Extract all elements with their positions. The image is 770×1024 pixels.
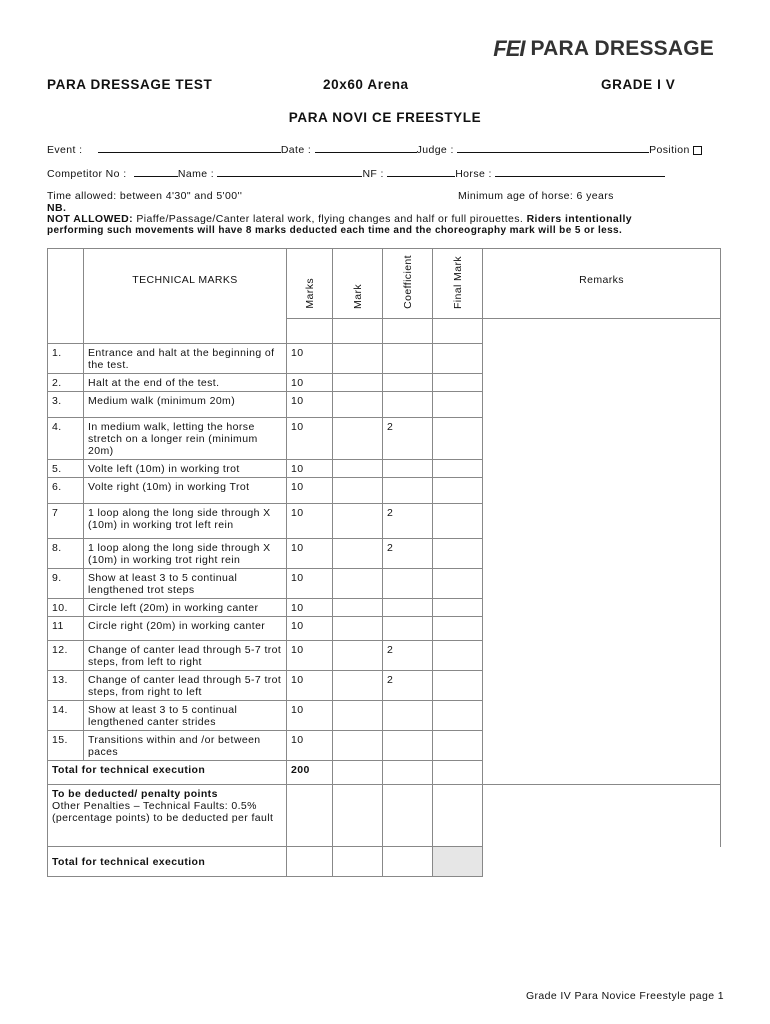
mark-input[interactable] <box>333 617 383 641</box>
table-cell: 10. <box>48 599 84 617</box>
table-cell: 10 <box>287 418 333 460</box>
table-cell: 10 <box>287 599 333 617</box>
test-title: PARA DRESSAGE TEST <box>47 77 213 92</box>
table-cell: 10 <box>287 344 333 374</box>
table-cell: 10 <box>287 539 333 569</box>
mark-input[interactable] <box>333 701 383 731</box>
table-cell <box>383 460 433 478</box>
position-label: Position <box>649 144 690 156</box>
deduction-cell <box>48 785 287 847</box>
table-cell: 3. <box>48 392 84 418</box>
final-mark-input[interactable] <box>433 478 483 504</box>
table-cell: 2 <box>383 539 433 569</box>
final-total-input[interactable] <box>433 847 483 877</box>
total-value: 200 <box>287 761 333 785</box>
table-cell <box>383 785 433 847</box>
judge-field[interactable] <box>457 142 649 153</box>
name-label: Name : <box>177 168 215 180</box>
table-cell <box>383 701 433 731</box>
table-cell: 10 <box>287 569 333 599</box>
table-cell <box>383 761 433 785</box>
table-cell: 1 loop along the long side through X (10m) in working trot right rein <box>84 539 287 569</box>
table-cell: 13. <box>48 671 84 701</box>
final-mark-input[interactable] <box>433 418 483 460</box>
competitor-field[interactable] <box>134 166 178 177</box>
table-cell: Circle left (20m) in working canter <box>84 599 287 617</box>
final-mark-input[interactable] <box>433 641 483 671</box>
table-cell <box>333 785 383 847</box>
table-cell <box>287 249 333 319</box>
table-cell: 10 <box>287 478 333 504</box>
mark-header: Mark <box>351 284 364 309</box>
form-row-competitor <box>47 166 727 180</box>
final-mark-input[interactable] <box>433 344 483 374</box>
table-cell <box>383 392 433 418</box>
table-cell: 1 loop along the long side through X (10m) in working trot left rein <box>84 504 287 539</box>
marks-table <box>47 248 721 877</box>
coefficient-header: Coefficient <box>401 255 414 309</box>
table-cell <box>333 847 383 877</box>
logo-title: PARA DRESSAGE <box>530 37 714 60</box>
name-field[interactable] <box>217 166 362 177</box>
table-cell <box>383 847 433 877</box>
nf-label: NF : <box>362 168 384 180</box>
riders-warning-1: Riders intentionally <box>526 213 632 225</box>
table-cell: 1. <box>48 344 84 374</box>
table-cell: 7 <box>48 504 84 539</box>
table-cell: 2 <box>383 504 433 539</box>
table-cell <box>333 319 383 344</box>
riders-warning-2: performing such movements will have 8 marks deducted each time and the choreography mark will be 5 or less. <box>47 225 623 236</box>
table-cell: 2 <box>383 671 433 701</box>
position-checkbox[interactable] <box>693 146 702 155</box>
not-allowed-text: Piaffe/Passage/Canter lateral work, flying changes and half or full pirouettes. <box>133 213 527 225</box>
table-cell: 11 <box>48 617 84 641</box>
final-mark-input[interactable] <box>433 731 483 761</box>
table-spacer-row <box>48 319 721 344</box>
table-cell: 10 <box>287 504 333 539</box>
form-row-event <box>47 142 727 156</box>
table-cell <box>483 785 721 847</box>
mark-input[interactable] <box>333 418 383 460</box>
mark-input[interactable] <box>333 460 383 478</box>
date-label: Date : <box>280 144 312 156</box>
remarks-header: Remarks <box>483 249 721 319</box>
table-cell: Show at least 3 to 5 continual lengthened canter strides <box>84 701 287 731</box>
table-cell: 10 <box>287 392 333 418</box>
table-cell: 10 <box>287 617 333 641</box>
table-cell: 8. <box>48 539 84 569</box>
table-cell: Entrance and halt at the beginning of the test. <box>84 344 287 374</box>
mark-input[interactable] <box>333 671 383 701</box>
table-cell <box>333 761 383 785</box>
final-total-row <box>48 847 721 877</box>
arena-size: 20x60 Arena <box>323 77 409 92</box>
mark-input[interactable] <box>333 392 383 418</box>
nf-field[interactable] <box>387 166 455 177</box>
mark-input[interactable] <box>333 641 383 671</box>
table-cell <box>287 847 333 877</box>
table-cell: 14. <box>48 701 84 731</box>
grade-label: GRADE I V <box>601 77 676 92</box>
table-cell <box>48 319 84 344</box>
mark-input[interactable] <box>333 504 383 539</box>
deduction-text: Other Penalties – Technical Faults: 0.5% (percentage points) to be deducted per fault <box>52 800 274 824</box>
table-cell: 15. <box>48 731 84 761</box>
table-cell <box>433 319 483 344</box>
final-mark-input[interactable] <box>433 617 483 641</box>
remarks-cell[interactable] <box>483 319 721 785</box>
deduction-title: To be deducted/ penalty points <box>52 788 218 800</box>
mark-input[interactable] <box>333 731 383 761</box>
table-cell <box>383 599 433 617</box>
min-horse-age: Minimum age of horse: 6 years <box>458 190 614 202</box>
judge-label: Judge : <box>416 144 454 156</box>
table-cell: 2. <box>48 374 84 392</box>
table-cell <box>383 319 433 344</box>
table-cell: 10 <box>287 731 333 761</box>
time-allowed: Time allowed: between 4'30" and 5'00'' <box>47 190 243 202</box>
table-cell <box>483 847 721 877</box>
fei-logo-mark: FEI <box>493 36 525 61</box>
table-cell: Show at least 3 to 5 continual lengthened trot steps <box>84 569 287 599</box>
final-mark-input[interactable] <box>433 569 483 599</box>
table-cell: 5. <box>48 460 84 478</box>
table-cell: 6. <box>48 478 84 504</box>
table-cell <box>333 249 383 319</box>
table-cell <box>383 344 433 374</box>
final-mark-input[interactable] <box>433 374 483 392</box>
marks-header: Marks <box>303 278 316 309</box>
event-field[interactable] <box>98 142 281 153</box>
table-cell: Change of canter lead through 5-7 trot steps, from right to left <box>84 671 287 701</box>
table-cell: 2 <box>383 641 433 671</box>
table-cell: Circle right (20m) in working canter <box>84 617 287 641</box>
table-cell: 10 <box>287 374 333 392</box>
final-mark-input[interactable] <box>433 671 483 701</box>
table-cell: 10 <box>287 641 333 671</box>
mark-input[interactable] <box>333 374 383 392</box>
table-cell: 4. <box>48 418 84 460</box>
page-footer: Grade IV Para Novice Freestyle page 1 <box>525 990 724 1002</box>
final-total-label: Total for technical execution <box>48 847 287 877</box>
final-mark-input[interactable] <box>433 504 483 539</box>
date-field[interactable] <box>315 142 417 153</box>
mark-input[interactable] <box>333 344 383 374</box>
table-cell: 10 <box>287 460 333 478</box>
horse-field[interactable] <box>495 166 665 177</box>
fei-para-dressage-logo <box>493 36 714 62</box>
table-cell: Halt at the end of the test. <box>84 374 287 392</box>
table-cell: Transitions within and /or between paces <box>84 731 287 761</box>
not-allowed-label: NOT ALLOWED: <box>47 213 134 225</box>
table-cell <box>383 374 433 392</box>
table-cell <box>383 569 433 599</box>
horse-label: Horse : <box>455 168 492 180</box>
table-cell: 10 <box>287 671 333 701</box>
table-cell: Volte right (10m) in working Trot <box>84 478 287 504</box>
table-cell <box>383 617 433 641</box>
table-cell: Volte left (10m) in working trot <box>84 460 287 478</box>
table-cell <box>383 478 433 504</box>
mark-input[interactable] <box>333 539 383 569</box>
mark-input[interactable] <box>333 478 383 504</box>
table-cell: In medium walk, letting the horse stretch on a longer rein (minimum 20m) <box>84 418 287 460</box>
final-mark-input[interactable] <box>433 701 483 731</box>
event-label: Event : <box>47 144 83 156</box>
competitor-label: Competitor No : <box>47 168 127 180</box>
table-cell: Change of canter lead through 5-7 trot steps, from left to right <box>84 641 287 671</box>
final-mark-input[interactable] <box>433 599 483 617</box>
table-cell <box>383 731 433 761</box>
final-mark-input[interactable] <box>433 392 483 418</box>
table-header-row <box>48 249 721 319</box>
deduction-row <box>48 785 721 847</box>
final-mark-input[interactable] <box>433 460 483 478</box>
mark-input[interactable] <box>333 569 383 599</box>
final-mark-input[interactable] <box>433 539 483 569</box>
table-cell <box>84 319 287 344</box>
table-cell <box>287 319 333 344</box>
table-cell: 10 <box>287 701 333 731</box>
nb-label: NB. <box>47 202 67 214</box>
technical-marks-header: TECHNICAL MARKS <box>84 249 287 319</box>
not-allowed-note <box>47 213 737 225</box>
total-label: Total for technical execution <box>48 761 287 785</box>
table-cell <box>433 249 483 319</box>
table-cell <box>287 785 333 847</box>
deduction-input[interactable] <box>433 785 483 847</box>
final-mark-header: Final Mark <box>451 255 464 309</box>
table-cell <box>383 249 433 319</box>
mark-input[interactable] <box>333 599 383 617</box>
table-cell <box>48 249 84 319</box>
table-cell: 9. <box>48 569 84 599</box>
table-cell: 12. <box>48 641 84 671</box>
table-cell: 2 <box>383 418 433 460</box>
total-final-input[interactable] <box>433 761 483 785</box>
test-subtitle: PARA NOVI CE FREESTYLE <box>288 110 482 125</box>
table-cell: Medium walk (minimum 20m) <box>84 392 287 418</box>
